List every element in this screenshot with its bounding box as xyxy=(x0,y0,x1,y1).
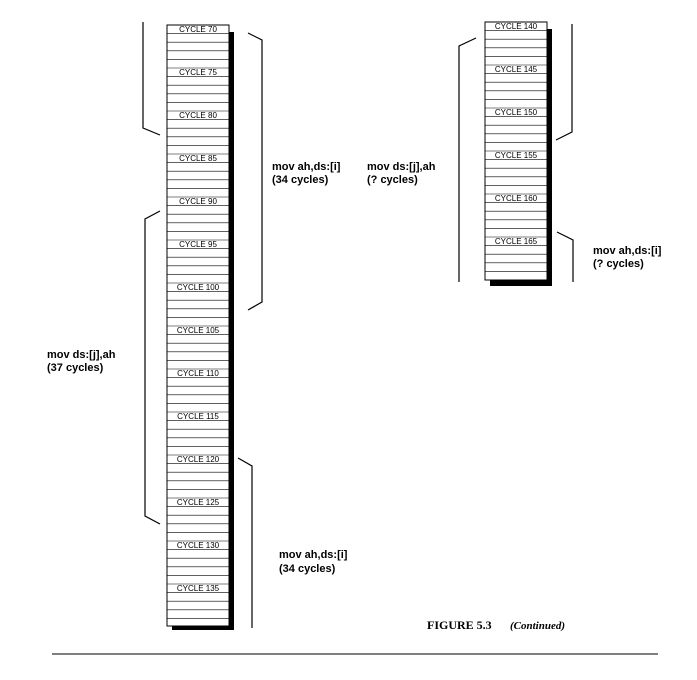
cycle-label: CYCLE 120 xyxy=(176,455,220,465)
bracket-top-left xyxy=(143,22,160,135)
annotation-mov-ah-1-line1: mov ah,ds:[i] xyxy=(272,161,341,173)
annotation-mov-ah-3-line2: (? cycles) xyxy=(593,258,644,270)
annotation-mov-ah-1-line2: (34 cycles) xyxy=(272,174,329,186)
cycle-label: CYCLE 140 xyxy=(494,22,538,32)
cycle-column-left xyxy=(167,25,234,630)
annotation-mov-ds-left-line2: (37 cycles) xyxy=(47,362,104,374)
cycle-label: CYCLE 160 xyxy=(494,194,538,204)
annotation-mov-ah-3-line1: mov ah,ds:[i] xyxy=(593,245,662,257)
cycle-label: CYCLE 75 xyxy=(179,68,217,78)
bracket-mov-ds-right xyxy=(459,38,476,282)
cycle-label: CYCLE 125 xyxy=(176,498,220,508)
cycle-label: CYCLE 165 xyxy=(494,237,538,247)
cycle-label: CYCLE 105 xyxy=(176,326,220,336)
figure-caption-note: (Continued) xyxy=(510,620,566,632)
cycle-label: CYCLE 155 xyxy=(494,151,538,161)
bracket-mov-ds-left xyxy=(145,211,160,524)
cycle-label: CYCLE 110 xyxy=(177,369,219,379)
bracket-mov-ah-3 xyxy=(557,232,573,282)
cycle-column-right xyxy=(485,22,552,286)
annotation-mov-ah-2-line2: (34 cycles) xyxy=(279,563,336,575)
cycle-label: CYCLE 150 xyxy=(494,108,538,118)
cycle-label: CYCLE 90 xyxy=(179,197,217,207)
cycle-label: CYCLE 115 xyxy=(177,412,219,422)
cycle-label: CYCLE 130 xyxy=(176,541,220,551)
annotation-mov-ah-2-line1: mov ah,ds:[i] xyxy=(279,549,348,561)
cycle-label: CYCLE 80 xyxy=(179,111,217,121)
bracket-top-right xyxy=(556,24,572,140)
bracket-mov-ah-1 xyxy=(248,33,262,310)
bracket-mov-ah-2 xyxy=(238,458,252,628)
cycle-label: CYCLE 135 xyxy=(176,584,220,594)
cycle-label: CYCLE 100 xyxy=(176,283,220,293)
cycle-label: CYCLE 85 xyxy=(179,154,217,164)
cycle-label: CYCLE 145 xyxy=(494,65,538,75)
figure-caption: FIGURE 5.3 xyxy=(427,618,492,632)
cycle-label: CYCLE 95 xyxy=(179,240,217,250)
annotation-mov-ds-right-line1: mov ds:[j],ah xyxy=(367,161,436,173)
annotation-mov-ds-right-line2: (? cycles) xyxy=(367,174,418,186)
annotation-mov-ds-left-line1: mov ds:[j],ah xyxy=(47,349,116,361)
cycle-label: CYCLE 70 xyxy=(179,25,217,35)
